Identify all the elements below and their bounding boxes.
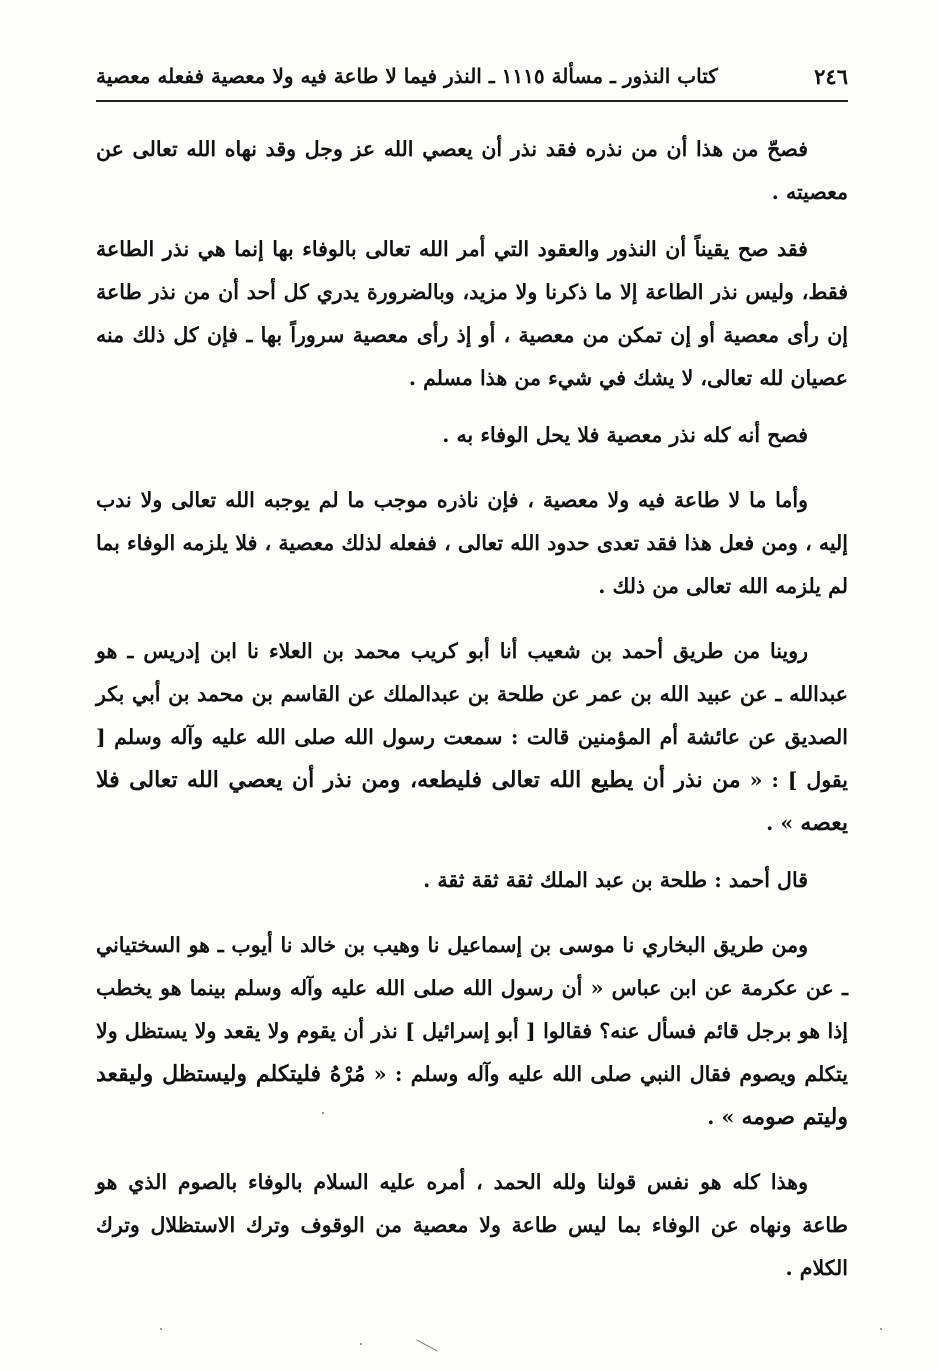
page-header: [96, 58, 848, 94]
body-text: [96, 128, 848, 1304]
scan-speck: [880, 1328, 882, 1330]
header-divider: [96, 100, 848, 102]
paragraph-1-text: فصحّ من هذا أن من نذره فقد نذر أن يعصي الله عز وجل وقد نهاه الله تعالى عن معصيته .: [96, 137, 848, 204]
scan-speck: [160, 1328, 162, 1330]
running-title: كتاب النذور ـ مسألة ١١١٥ ـ النذر فيما لا طاعة فيه ولا معصية ففعله معصية: [96, 64, 718, 88]
hadith-aisha-chain: روينا من طريق أحمد بن شعيب أنا أبو كريب محمد بن العلاء نا ابن إدريس ـ هو عبدالله ـ عن عبيد الله بن عمر عن طلحة بن عبدالملك عن القاسم بن محمد بن أبي بكر الصديق عن عائشة أم المؤمنين قالت : سمعت رسول الله صلى الله عليه وآله وسلم [ يقول ] : «: [96, 639, 848, 792]
hadith-aisha-quote: من نذر أن يطيع الله تعالى فليطعه، ومن نذر أن يعصي الله تعالى فلا يعصه: [96, 767, 848, 836]
paragraph-1: [96, 128, 848, 214]
paragraph-2-text: فقد صح يقيناً أن النذور والعقود التي أمر الله تعالى بالوفاء بها إنما هي نذر الطاعة فقط، وليس نذر الطاعة إلا ما ذكرنا ولا مزيد، وبالضرورة يدري كل أحد أن من نذر طاعة إن رأى معصية أو إن تمكن من معصية ، أو إذ رأى معصية سروراً بها ـ فإن كل ذلك منه عصيان لله تعالى، لا يشك في شيء من هذا مسلم .: [96, 237, 848, 390]
paragraph-2: [96, 228, 848, 400]
conclusion-text: وهذا كله هو نفس قولنا ولله الحمد ، أمره عليه السلام بالوفاء بالصوم الذي هو طاعة ونهاه عن الوفاء بما ليس طاعة ولا معصية من الوقوف وترك الاستظلال وترك الكلام .: [96, 1170, 848, 1280]
paragraph-4: [96, 479, 848, 608]
conclusion-paragraph: [96, 1161, 848, 1290]
hadith-ibn-abbas-chain: ومن طريق البخاري نا موسى بن إسماعيل نا وهيب بن خالد نا أيوب ـ هو السختياني ـ عن عكرمة عن ابن عباس « أن رسول الله صلى الله عليه وآله وسلم بينما هو يخطب إذا هو برجل قائم فسأل عنه؟ فقالوا [ أبو إسرائيل ] نذر أن يقوم ولا يقعد ولا يستظل ولا يتكلم ويصوم فقال النبي صلى الله عليه وآله وسلم : «: [96, 933, 848, 1086]
page-number: ٢٤٦: [814, 63, 848, 89]
hadith-ibn-abbas-paragraph: [96, 924, 848, 1139]
ahmad-grading-text: قال أحمد : طلحة بن عبد الملك ثقة ثقة ثقة .: [423, 868, 808, 892]
hadith-ibn-abbas-quote: مُرْهُ فليتكلم وليستظل وليقعد وليتم صومه: [96, 1061, 848, 1130]
ahmad-grading-paragraph: [96, 859, 848, 902]
hadith-aisha-close: » .: [766, 811, 801, 835]
hadith-aisha-paragraph: [96, 630, 848, 845]
scan-speck: [360, 1343, 362, 1345]
scan-scratch: [416, 1339, 438, 1351]
hadith-ibn-abbas-close: » .: [707, 1105, 742, 1129]
scan-speck: [322, 1112, 324, 1114]
paragraph-4-text: وأما ما لا طاعة فيه ولا معصية ، فإن ناذره موجب ما لم يوجبه الله تعالى ولا ندب إليه ، ومن فعل هذا فقد تعدى حدود الله تعالى ، ففعله لذلك معصية ، فلا يلزمه الوفاء بما لم يلزمه الله تعالى من ذلك .: [96, 488, 848, 598]
paragraph-3: [96, 414, 848, 457]
paragraph-3-text: فصح أنه كله نذر معصية فلا يحل الوفاء به .: [442, 423, 808, 447]
